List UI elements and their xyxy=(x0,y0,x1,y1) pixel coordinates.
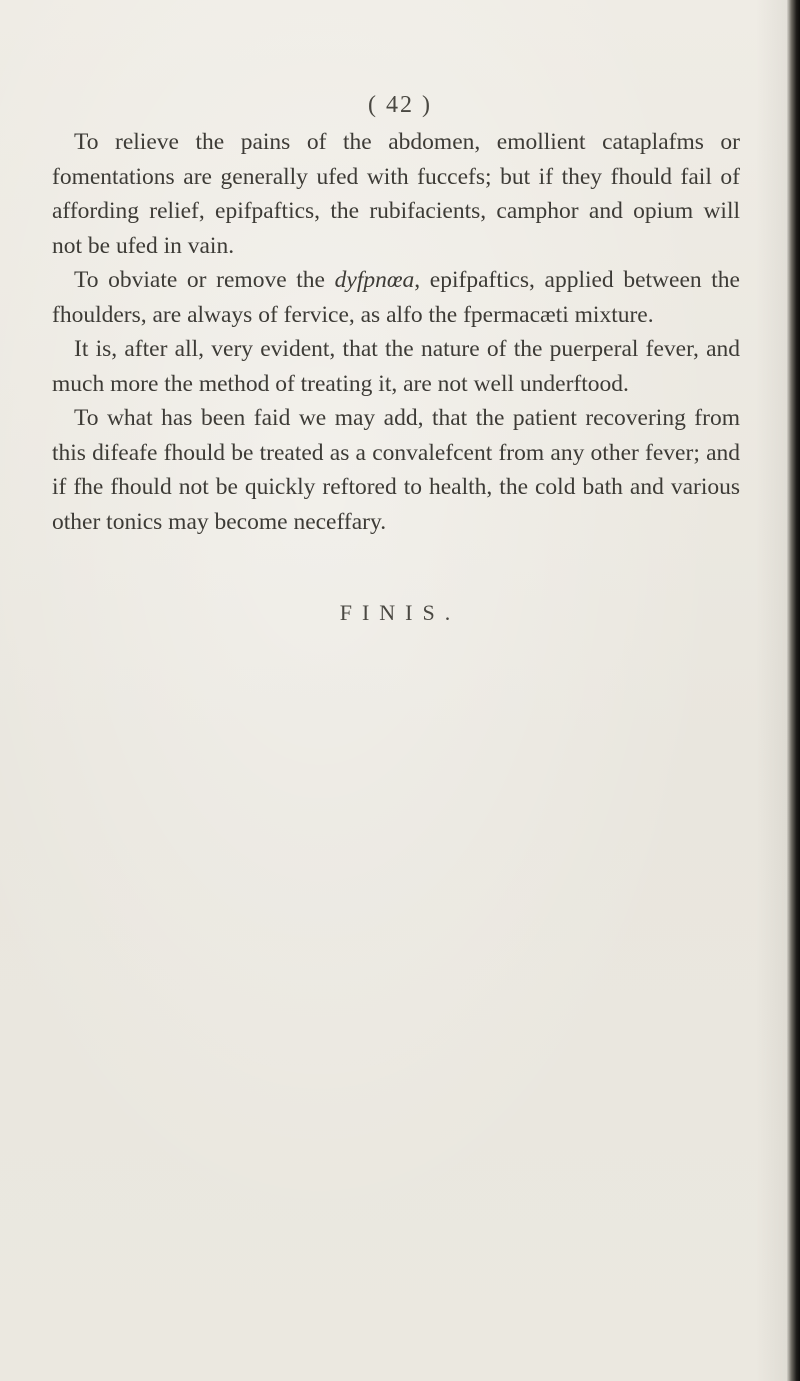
paragraph-abdomen-pains: To relieve the pains of the abdomen, emollient cataplafms or fomentations are generally ufed with fuccefs; but if they fhould fail of affording relief, epifpaftics, the rubifacients, camphor and opium will not be ufed in vain. xyxy=(52,129,740,259)
gutter-shadow xyxy=(756,0,786,1381)
paragraph-convalescent: To what has been faid we may add, that the patient recovering from this difeafe fhould be treated as a convalefcent from any other fever; and if fhe fhould not be quickly reftored to health, the cold bath and various other tonics may become neceffary. xyxy=(52,405,740,535)
finis-closing: FINIS. xyxy=(339,600,461,625)
page-number-header: ( 42 ) xyxy=(368,92,432,118)
paragraph-dyspnoea-end: , epifpaftics, applied between the fhoulders, are always of fervice, as alfo the fpermacæti mixture. xyxy=(52,267,740,328)
term-dyspnoea: dyfpnœa xyxy=(334,267,415,293)
binding-edge xyxy=(786,0,800,1381)
paragraph-dyspnoea xyxy=(52,263,740,332)
paragraph-dyspnoea-start: To obviate or remove the xyxy=(74,267,335,293)
body-text xyxy=(52,125,740,539)
paragraph-nature-of-fever: It is, after all, very evident, that the nature of the puerperal fever, and much more the method of treating it, are not well underftood. xyxy=(52,336,740,397)
